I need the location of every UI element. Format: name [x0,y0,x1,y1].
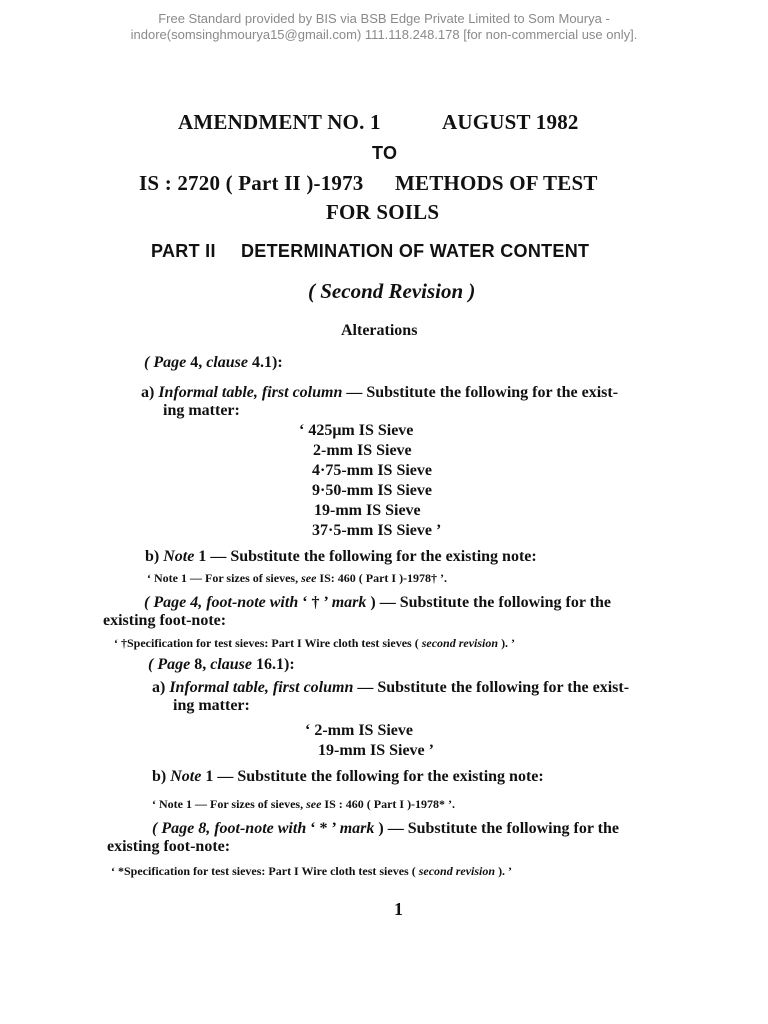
ref-end: ): [271,354,283,371]
ref-page-word: ( Page [152,820,195,837]
ref-clause-word: clause [210,656,252,673]
footnote-italic: foot-note with [214,820,307,837]
heading-to: TO [372,143,398,163]
ref-end: ): [283,656,295,673]
footnote-mark-word: mark [339,820,375,837]
watermark-line-2: indore(somsinghmourya15@gmail.com) 111.118.248.178 [for non-commercial use only]. [130,27,638,42]
item-a-line-1 [141,384,618,402]
footnote-quote-end: ). ’ [498,864,513,878]
item-a-line-2: ing matter: [163,402,240,419]
standard-title-line-2: FOR SOILS [326,200,440,224]
footnote-ref-line-2: existing foot-note: [103,612,227,629]
note-quote [147,571,447,586]
sieve-list [299,421,441,541]
amendment-date: AUGUST 1982 [442,110,579,134]
sieve-item: ‘ 425μm IS Sieve [299,422,414,439]
item-marker: a) [152,679,166,696]
ref-clause-number: 16.1 [255,656,284,673]
ref-page-number: 8, [194,656,207,673]
footnote-mark: ‘ † ’ [302,594,328,611]
note-quote-text: ‘ Note 1 — For sizes of sieves, [152,797,304,811]
footnote-mark: ‘ * ’ [310,820,336,837]
footnote-text: ) — Substitute the following for the [370,594,611,611]
sieve-item: 9·50-mm IS Sieve [312,482,432,499]
ref-clause-number: 4.1 [251,354,272,371]
footnote-quote-text: ‘ †Specification for test sieves: Part I Wire cloth test sieves ( [114,636,419,650]
sieve-item: 19-mm IS Sieve [314,502,421,519]
sieve-list [305,721,434,761]
item-text: — Substitute the following for the exist- [357,679,630,696]
footnote-quote-end: ). ’ [501,636,516,650]
note-quote-text: ‘ Note 1 — For sizes of sieves, [147,571,299,585]
footnote-quote [111,864,512,879]
note-quote-ref: IS : 460 ( Part I )-1978* ’. [324,797,456,811]
reference-page-8-clause-16-1 [148,656,295,674]
item-italic-label: Note [163,548,195,565]
standard-title-line-1: METHODS OF TEST [395,171,598,195]
footnote-quote-italic: second revision [421,636,499,650]
footnote-ref-line-1 [144,594,611,612]
item-text: 1 — Substitute the following for the existing note: [198,548,537,565]
part-title: DETERMINATION OF WATER CONTENT [241,241,590,261]
sieve-item: 19-mm IS Sieve ’ [318,742,434,759]
alterations-heading: Alterations [341,322,418,339]
note-quote-see: see [306,797,322,811]
sieve-item: 4·75-mm IS Sieve [312,462,432,479]
watermark-line-1: Free Standard provided by BIS via BSB Edge Private Limited to Som Mourya - [158,11,610,26]
item-text: — Substitute the following for the exist- [346,384,619,401]
item-italic-label: Informal table, first column [158,384,343,401]
sieve-item: ‘ 2-mm IS Sieve [305,722,413,739]
ref-page-number: 4, [190,594,203,611]
footnote-quote-text: ‘ *Specification for test sieves: Part I Wire cloth test sieves ( [111,864,416,878]
footnote-ref-line-1 [152,820,619,838]
note-quote [152,797,455,812]
part-label: PART II [151,241,216,261]
footnote-quote [114,636,515,651]
item-italic-label: Note [170,768,202,785]
note-quote-see: see [301,571,317,585]
ref-page-word: ( Page [144,594,187,611]
sieve-item: 37·5-mm IS Sieve ’ [312,522,442,539]
item-a-line-2: ing matter: [173,697,250,714]
item-marker: a) [141,384,155,401]
item-b-line [152,768,544,786]
footnote-ref-line-2: existing foot-note: [107,838,231,855]
note-quote-ref: IS: 460 ( Part I )-1978† ’. [319,571,448,585]
page-number: 1 [394,899,403,919]
item-a-line-1 [152,679,629,697]
amendment-number: AMENDMENT NO. 1 [178,110,381,134]
ref-page-number: 4, [190,354,203,371]
revision-label: ( Second Revision ) [308,279,476,303]
footnote-italic: foot-note with [206,594,299,611]
reference-page-4-clause-4-1 [144,354,283,372]
ref-clause-word: clause [206,354,248,371]
ref-page-word: ( Page [144,354,187,371]
item-b-line [145,548,537,566]
footnote-mark-word: mark [331,594,367,611]
standard-number: IS : 2720 ( Part II )-1973 [139,171,364,195]
sieve-item: 2-mm IS Sieve [313,442,412,459]
item-marker: b) [145,548,160,565]
item-text: 1 — Substitute the following for the existing note: [205,768,544,785]
item-italic-label: Informal table, first column [169,679,354,696]
ref-page-number: 8, [198,820,211,837]
watermark-notice [0,11,768,43]
item-marker: b) [152,768,167,785]
ref-page-word: ( Page [148,656,191,673]
footnote-quote-italic: second revision [418,864,496,878]
footnote-text: ) — Substitute the following for the [378,820,619,837]
